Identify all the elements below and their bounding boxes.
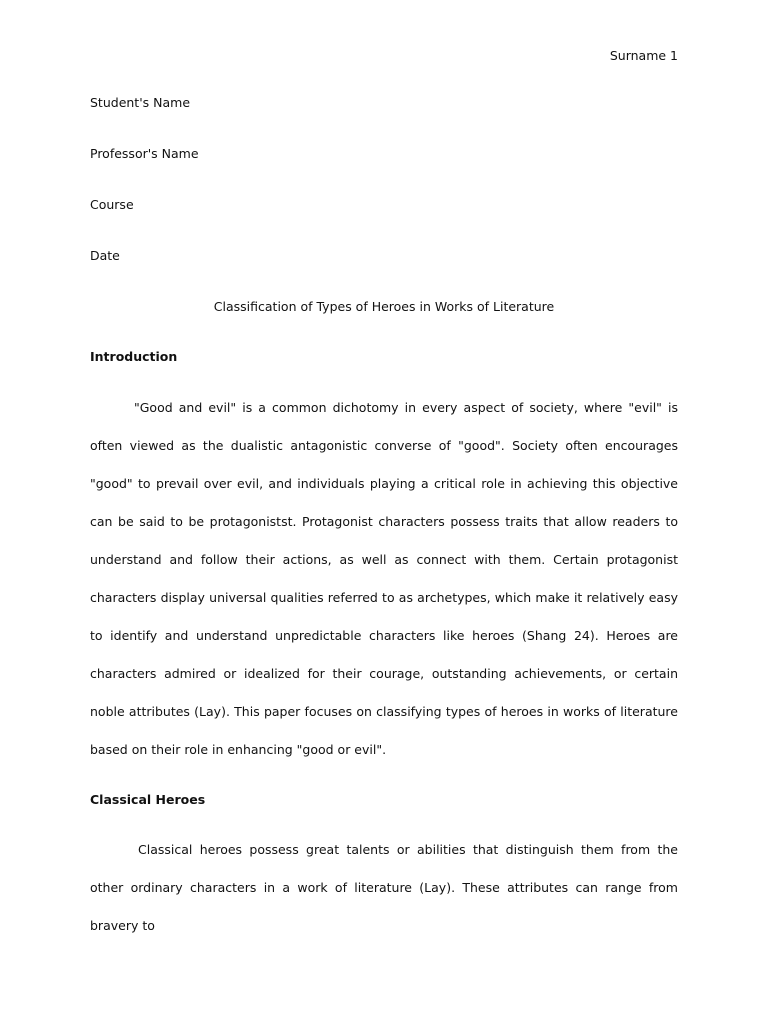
date-line: Date — [90, 248, 120, 263]
paragraph-classical-heroes: Classical heroes possess great talents or abilities that distinguish them from the other ordinary characters in a work of literature (Lay). These attributes can range from bravery to — [90, 842, 678, 933]
student-name: Student's Name — [90, 95, 191, 110]
course-name: Course — [90, 197, 134, 212]
running-head: Surname 1 — [609, 48, 678, 63]
document-title: Classification of Types of Heroes in Works of Literature — [213, 299, 555, 314]
section-heading-classical-heroes: Classical Heroes — [90, 792, 206, 807]
professor-name: Professor's Name — [90, 146, 199, 161]
section-heading-introduction: Introduction — [90, 349, 178, 364]
paragraph-introduction: "Good and evil" is a common dichotomy in every aspect of society, where "evil" is often viewed as the dualistic antagonistic converse of "good". Society often encourages "good" to prevail over evil, and individuals playing a critical role in achieving this objective can be said to be protagonistst. Protagonist characters possess traits that allow readers to understand and follow their actions, as well as connect with them. Certain protagonist characters display universal qualities referred to as archetypes, which make it relatively easy to identify and understand unpredictable characters like heroes (Shang 24). Heroes are characters admired or idealized for their courage, outstanding achievements, or certain noble attributes (Lay). This paper focuses on classifying types of heroes in works of literature based on their role in enhancing "good or evil". — [90, 400, 678, 757]
